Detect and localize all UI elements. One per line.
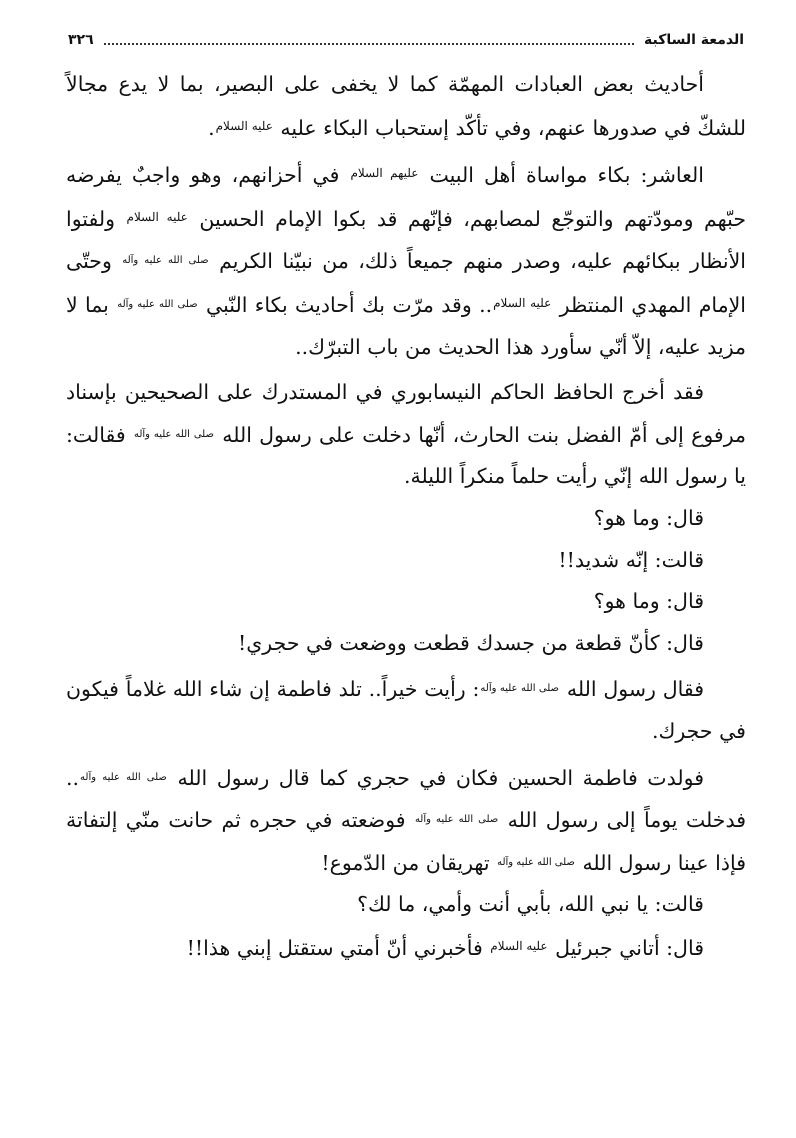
dialogue-line — [66, 498, 746, 540]
text-run: قال: وما هو؟ — [593, 505, 704, 530]
paragraph — [66, 668, 746, 752]
text-run: بما لا مزيد عليه، إلاّ أنّي سأورد هذا الحديث من باب التبرّك.. — [66, 292, 746, 359]
honorific-glyph: صلى الله عليه وآله — [497, 856, 575, 868]
text-run: في أحزانهم، وهو واجبٌ يفرضه حبّهم ومودّتهم والتوجّع لمصابهم، فإنّهم قد بكوا الإمام الحسين — [66, 163, 746, 231]
honorific-glyph: صلى الله عليه وآله — [133, 428, 214, 440]
honorific-glyph: عليه السلام — [215, 118, 273, 133]
honorific-glyph: عليهم السلام — [350, 166, 419, 181]
running-title: الدمعة الساكبة — [644, 32, 744, 48]
dialogue-line — [66, 581, 746, 623]
text-run: فوضعته في حجره ثم حانت منّي إلتفاتة فإذا عينا رسول الله — [66, 808, 746, 875]
honorific-glyph: صلى الله عليه وآله — [414, 814, 499, 826]
dialogue-line — [66, 540, 746, 582]
honorific-glyph: عليه السلام — [126, 209, 188, 224]
text-run: فولدت فاطمة الحسين فكان في حجري كما قال رسول الله — [167, 765, 704, 790]
page-header — [68, 27, 744, 53]
dialogue-line — [66, 884, 746, 926]
honorific-glyph: صلى الله عليه وآله — [80, 771, 167, 783]
text-run: فأخبرني أنّ أمتي ستقتل إبني هذا!! — [186, 935, 490, 960]
dialogue-line — [66, 926, 746, 970]
text-run: ولفتوا الأنظار ببكائهم عليه، وصدر منهم جميعاً ذلك، من نبيّنا الكريم — [66, 206, 746, 274]
honorific-glyph: صلى الله عليه وآله — [480, 683, 560, 695]
paragraph — [66, 372, 746, 498]
text-run: . — [208, 115, 215, 140]
text-run: تهريقان من الدّموع! — [321, 850, 497, 875]
page-number: ٣٢٦ — [68, 32, 94, 48]
text-run: .. وقد مرّت بك أحاديث بكاء النّبي — [198, 292, 493, 317]
text-run: وحتّى الإمام المهدي المنتظر — [66, 249, 747, 317]
paragraph — [66, 757, 746, 885]
body-text — [66, 64, 746, 969]
text-run: فقالت: يا رسول الله إنّي رأيت حلماً منكراً الليلة. — [66, 422, 746, 489]
text-run: فقد أخرج الحافظ الحاكم النيسابوري في المستدرك على الصحيحين بإسناد مرفوع إلى أمّ الفضل بنت الحارث، أنّها دخلت على رسول الله — [66, 380, 747, 447]
text-run: فقال رسول الله — [560, 677, 705, 702]
text-run: قالت: يا نبي الله، بأبي أنت وأمي، ما لك؟ — [357, 892, 704, 917]
text-run: : رأيت خيراً.. تلد فاطمة إن شاء الله غلاماً فيكون في حجرك. — [66, 677, 746, 743]
text-run: العاشر: بكاء مواساة أهل البيت — [419, 163, 704, 188]
dialogue-line — [66, 623, 746, 665]
text-run: قال: كأنّ قطعة من جسدك قطعت ووضعت في حجري! — [238, 630, 704, 655]
honorific-glyph: صلى الله عليه وآله — [122, 255, 209, 267]
text-run: قال: أتاني جبرئيل — [548, 935, 704, 960]
paragraph — [66, 64, 746, 149]
paragraph — [66, 153, 746, 368]
honorific-glyph: صلى الله عليه وآله — [117, 298, 198, 310]
text-run: قال: وما هو؟ — [593, 589, 704, 614]
text-run: قالت: إنّه شديد!! — [558, 547, 704, 572]
honorific-glyph: عليه السلام — [493, 295, 552, 310]
honorific-glyph: عليه السلام — [490, 938, 548, 953]
text-run: أحاديث بعض العبادات المهمّة كما لا يخفى على البصير، بما لا يدع مجالاً للشكّ في صدورها عنهم، وفي تأكّد إستحباب البكاء عليه — [66, 72, 746, 140]
text-run: .. فدخلت يوماً إلى رسول الله — [66, 765, 746, 833]
header-dotted-rule — [104, 43, 634, 45]
